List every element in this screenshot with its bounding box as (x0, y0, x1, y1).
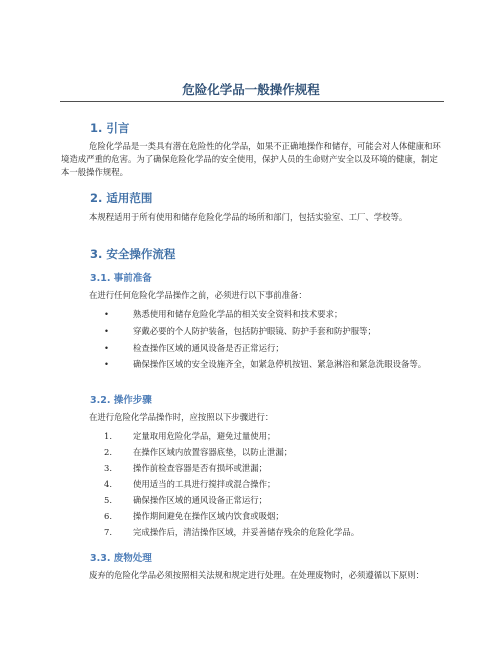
subsection-heading-waste: 3.3. 废物处理 (90, 553, 152, 564)
section-text-scope: 本规程适用于所有使用和储存危险化学品的场所和部门，包括实验室、工厂、学校等。 (89, 212, 408, 222)
document-title: 危险化学品一般操作规程 (182, 82, 320, 97)
step-number: 1. (104, 431, 112, 441)
section-heading-intro: 1. 引言 (90, 121, 130, 135)
list-item: 4. 使用适当的工具进行搅拌或混合操作； (104, 479, 276, 489)
title-divider (60, 101, 444, 102)
subsection-intro-steps: 在进行危险化学品操作时，应按照以下步骤进行： (89, 412, 274, 422)
step-number: 2. (104, 447, 112, 457)
section-heading-scope: 2. 适用范围 (90, 191, 153, 205)
step-number: 4. (104, 479, 112, 489)
list-item: • 确保操作区域的安全设施齐全，如紧急停机按钮、紧急淋浴和紧急洗眼设备等。 (104, 359, 427, 369)
subsection-intro-waste: 废弃的危险化学品必须按照相关法规和规定进行处理。在处理废物时，必须遵循以下原则： (89, 570, 424, 580)
subsection-heading-steps: 3.2. 操作步骤 (90, 395, 152, 406)
subsection-heading-preparation: 3.1. 事前准备 (90, 273, 152, 284)
list-item: 5. 确保操作区域的通风设备正常运行； (104, 495, 267, 505)
step-number: 3. (104, 463, 112, 473)
list-item: 2. 在操作区域内放置容器底垫，以防止泄漏； (104, 447, 293, 457)
section-heading-procedure: 3. 安全操作流程 (90, 247, 176, 261)
bullet-icon: • (104, 343, 109, 353)
list-item: • 熟悉使用和储存危险化学品的相关安全资料和技术要求； (104, 309, 343, 319)
bullet-icon: • (104, 359, 109, 369)
section-text-intro: 危险化学品是一类具有潜在危险性的化学品，如果不正确地操作和储存，可能会对人体健康和环境造成严重的危害。为了确保危险化学品的安全使用，保护人员的生命财产安全以及环境的健康，制定本一般操作规程。 (61, 141, 441, 177)
list-item: • 检查操作区域的通风设备是否正常运行； (104, 343, 284, 353)
bullet-icon: • (104, 309, 109, 319)
list-item: 6. 操作期间避免在操作区域内饮食或吸烟； (104, 511, 284, 521)
step-number: 5. (104, 495, 112, 505)
list-item: 1. 定量取用危险化学品，避免过量使用； (104, 431, 276, 441)
list-item: 7. 完成操作后，清洁操作区域，并妥善储存残余的危险化学品。 (104, 527, 360, 537)
list-item: • 穿戴必要的个人防护装备，包括防护眼镜、防护手套和防护服等； (104, 326, 376, 336)
bullet-icon: • (104, 326, 109, 336)
step-number: 6. (104, 511, 112, 521)
subsection-intro-preparation: 在进行任何危险化学品操作之前，必须进行以下事前准备： (89, 290, 307, 300)
list-item: 3. 操作前检查容器是否有损坏或泄漏； (104, 463, 267, 473)
step-number: 7. (104, 527, 112, 537)
